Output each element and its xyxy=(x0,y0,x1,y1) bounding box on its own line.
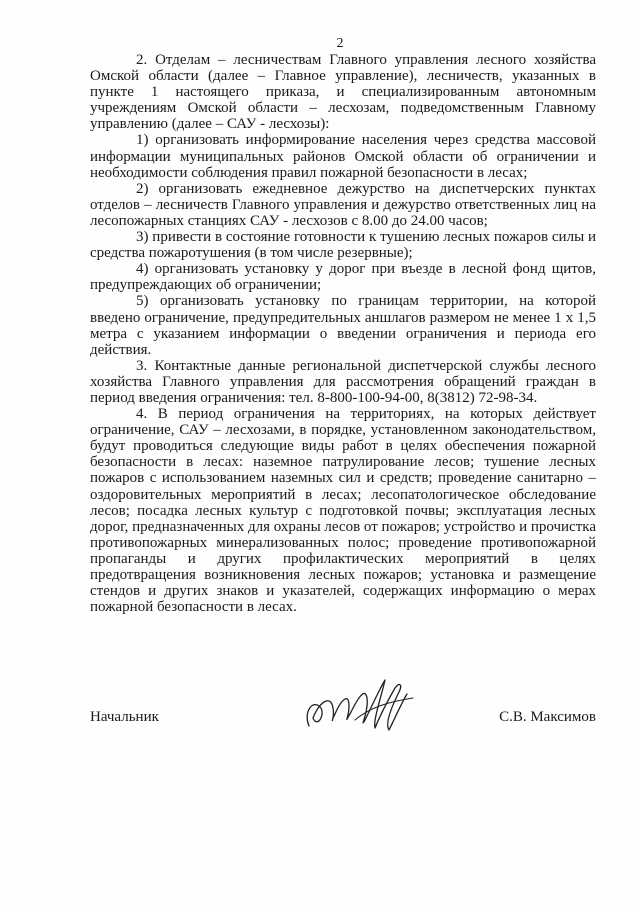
page-number: 2 xyxy=(336,36,344,51)
paragraph-item-5: 5) организовать установку по границам территории, на которой введено ограничение, предупредительных аншлагов размером не менее 1 х 1,5 метра с указанием информации о введении ограничения и периода его действия. xyxy=(90,293,596,358)
paragraph-section-4: 4. В период ограничения на территориях, на которых действует ограничение, САУ – лесхозами, в порядке, установленном законодательством, будут проводиться следующие виды работ в целях обеспечения пожарной безопасности в лесах: наземное патрулирование лесов; тушение лесных пожаров с использованием наземных сил и средств; проведение санитарно – оздоровительных мероприятий в лесах; лесопатологическое обследование лесов; посадка лесных культур с подготовкой почвы; эксплуатация лесных дорог, предназначенных для охраны лесов от пожаров; устройство и прочистка противопожарных минерализованных полос; проведение противопожарной пропаганды и других профилактических мероприятий в целях предотвращения возникновения лесных пожаров; установка и размещение стендов и других знаков и указателей, содержащих информацию о мерах пожарной безопасности в лесах. xyxy=(90,406,596,616)
paragraph-item-2: 2) организовать ежедневное дежурство на диспетчерских пунктах отделов – лесничеств Главного управления и дежурство ответственных лиц на лесопожарных станциях САУ - лесхозов с 8.00 до 24.00 часов; xyxy=(90,180,596,229)
paragraph-item-3: 3) привести в состояние готовности к тушению лесных пожаров силы и средства пожаротушения (в том числе резервные); xyxy=(90,229,596,262)
signer-position: Начальник xyxy=(90,709,159,725)
signer-name: С.В. Максимов xyxy=(499,709,596,725)
paragraph-item-1: 1) организовать информирование населения через средства массовой информации муниципальных районов Омской области об ограничении и необходимости соблюдения правил пожарной безопасности в лесах; xyxy=(90,132,596,181)
paragraph-section-3: 3. Контактные данные региональной диспетчерской службы лесного хозяйства Главного управления для рассмотрения обращений граждан в период введения ограничения: тел. 8-800-100-94-00, 8(3812) 72-98-34. xyxy=(90,357,596,406)
paragraph-section-2: 2. Отделам – лесничествам Главного управления лесного хозяйства Омской области (далее – Главное управление), лесничеств, указанных в пункте 1 настоящего приказа, и специализированным автономным учреждениям Омской области – лесхозам, подведомственным Главному управлению (далее – САУ - лесхозы): xyxy=(90,52,596,133)
paragraph-item-4: 4) организовать установку у дорог при въезде в лесной фонд щитов, предупреждающих об ограничении; xyxy=(90,261,596,294)
document-body xyxy=(90,52,596,615)
signature-block xyxy=(90,708,596,728)
